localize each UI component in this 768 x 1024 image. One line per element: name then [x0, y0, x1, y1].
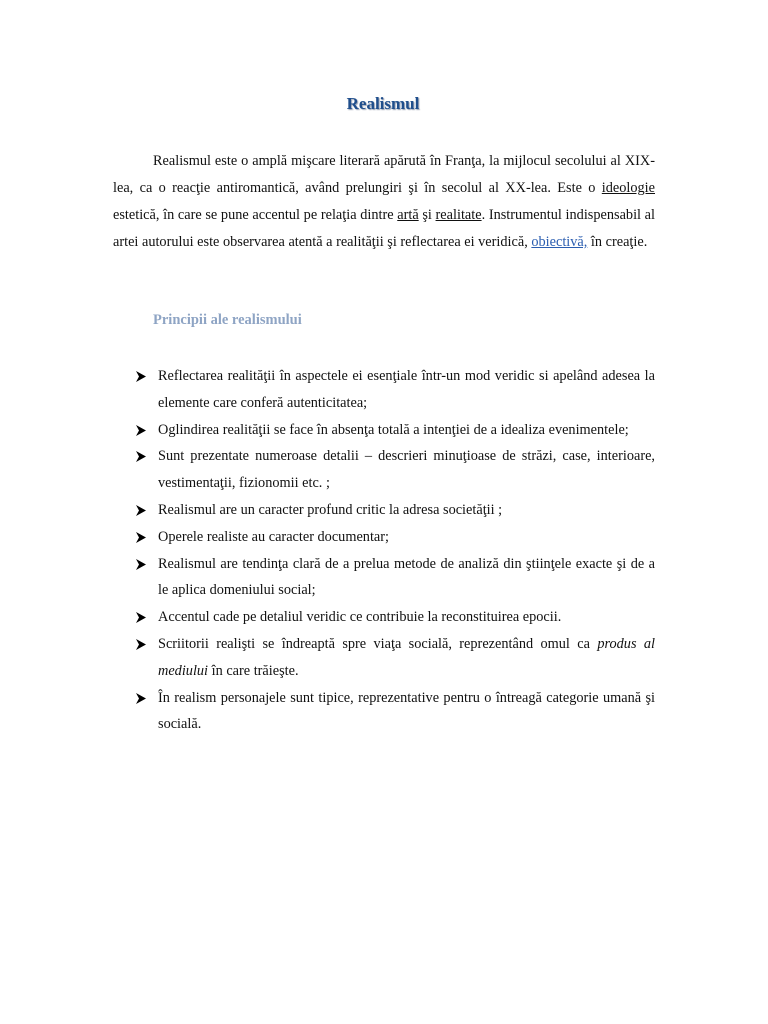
document-title: Realismul	[346, 94, 420, 113]
arrow-bullet-icon	[135, 424, 147, 437]
intro-paragraph	[113, 148, 655, 256]
list-item	[135, 417, 655, 444]
list-item-text: În realism personajele sunt tipice, reprezentative pentru o întreagă categorie umană şi socială.	[158, 689, 655, 733]
realitate-link[interactable]: realitate	[435, 207, 482, 223]
list-item-italic-text: produs al mediului	[158, 635, 655, 679]
arrow-bullet-icon	[135, 531, 147, 544]
section-subtitle: Principii ale realismului	[153, 312, 302, 328]
arrow-bullet-icon	[135, 450, 147, 463]
list-item	[135, 363, 655, 417]
list-item-text: Realismul are tendinţa clară de a prelua metode de analiză din ştiinţele exacte şi de a le aplica domeniului social;	[158, 555, 655, 599]
list-item	[135, 524, 655, 551]
list-item	[135, 497, 655, 524]
intro-text-5: în creaţie.	[587, 234, 648, 250]
arta-link[interactable]: artă	[397, 207, 419, 223]
intro-text-1: Realismul este o amplă mişcare literară apărută în Franţa, la mijlocul secolului al XIX-lea, ca o reacţie antiromantică, având prelungiri şi în secolul al XX-lea. Este o	[113, 153, 655, 196]
list-item	[135, 631, 655, 685]
list-item-text: Realismul are un caracter profund critic la adresa societăţii ;	[158, 501, 503, 518]
list-item-text: Sunt prezentate numeroase detalii – descrieri minuţioase de străzi, case, interioare, vestimentaţii, fizionomii etc. ;	[158, 448, 655, 492]
list-item-text: Scriitorii realişti se îndreaptă spre viaţa socială, reprezentând omul ca	[158, 635, 598, 652]
principles-list	[135, 363, 655, 738]
list-item-text: Accentul cade pe detaliul veridic ce contribuie la reconstituirea epocii.	[158, 609, 562, 626]
intro-text-2: estetică, în care se pune accentul pe relaţia dintre	[113, 207, 398, 223]
arrow-bullet-icon	[135, 558, 147, 571]
obiectiva-link[interactable]: obiectivă,	[531, 234, 588, 250]
list-item	[135, 685, 655, 739]
arrow-bullet-icon	[135, 638, 147, 651]
ideologie-link[interactable]: ideologie	[601, 180, 655, 196]
arrow-bullet-icon	[135, 611, 147, 624]
list-item	[135, 551, 655, 605]
list-item-text: Operele realiste au caracter documentar;	[158, 528, 389, 545]
list-item	[135, 604, 655, 631]
intro-text-3: şi	[418, 207, 436, 223]
list-item	[135, 443, 655, 497]
arrow-bullet-icon	[135, 504, 147, 517]
list-item-text: Oglindirea realităţii se face în absenţa totală a intenţiei de a idealiza evenimentele;	[158, 421, 629, 438]
intro-text-4: . Instrumentul indispensabil al artei autorului este observarea atentă a realităţii şi reflectarea ei veridică,	[113, 207, 655, 250]
arrow-bullet-icon	[135, 370, 147, 383]
arrow-bullet-icon	[135, 692, 147, 705]
list-item-text-after: în care trăieşte.	[208, 662, 299, 679]
list-item-text: Reflectarea realităţii în aspectele ei esenţiale într-un mod veridic si apelând adesea la elemente care conferă autenticitatea;	[158, 368, 655, 411]
